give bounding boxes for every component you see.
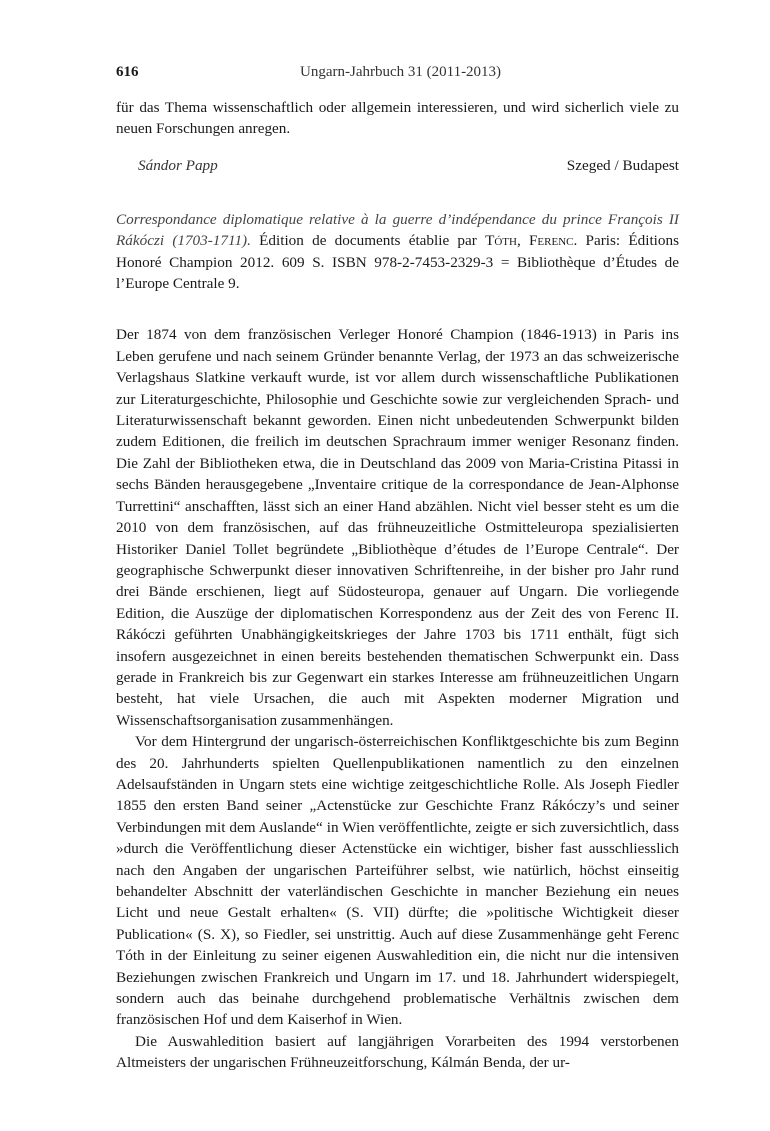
edition-prefix: Édition de documents établie par (250, 232, 486, 250)
review-signature (116, 155, 679, 176)
editor-name: Tóth, Ferenc (485, 232, 574, 250)
reviewer-location: Szeged / Budapest (566, 156, 679, 174)
page (116, 62, 679, 1074)
publication-details: . Paris: Éditions Honoré Champion 2012. 609 S. ISBN 978-2-7453-2329-3 = Bibliothèque d’Études de l’Europe Centrale 9. (116, 232, 679, 293)
reviewer-name: Sándor Papp (138, 156, 218, 174)
body-paragraph-3: Die Auswahledition basiert auf langjährigen Vorarbeiten des 1994 verstorbenen Altmeisters der ungarischen Frühneuzeitforschung, Kálmán Benda, der ur- (116, 1032, 679, 1072)
bibliographic-entry (116, 209, 679, 295)
journal-title: Ungarn-Jahrbuch 31 (2011-2013) (300, 64, 502, 80)
body-paragraph-2: Vor dem Hintergrund der ungarisch-österreichischen Konfliktgeschichte bis zum Beginn des 20. Jahrhunderts spielten Quellenpublikationen namentlich zu den einzelnen Adelsaufständen in Ungarn stets eine wichtige zeitgeschichtliche Rolle. Als Joseph Fiedler 1855 den ersten Band seiner „Actenstücke zur Geschichte Franz Rákóczy’s und seiner Verbindungen mit dem Auslande“ in Wien veröffentlichte, zeigte er sich zuversichtlich, dass »durch die Veröffentlichung dieser Actenstücke ein wichtiger, bisher fast ausschliesslich nach den Angaben der ungarischen Parteiführer selbst, wie natürlich, höchst einseitig behandelter Abschnitt der vaterländischen Geschichte in mancher Beziehung ein neues Licht und neue Gestalt erhalten« (S. VII) dürfte; die »politische Wichtigkeit dieser Publication« (S. X), so Fiedler, sei unstrittig. Auch auf diese Zusammenhänge geht Ferenc Tóth in der Einleitung zu seiner eigenen Auswahledition ein, die nicht nur die intensiven Beziehungen zwischen Frankreich und Ungarn im 17. und 18. Jahrhundert widerspiegelt, sondern auch das beinahe durchgehend problematische Verhältnis zwischen dem französischen Hof und dem Kaiserhof in Wien. (116, 733, 679, 1029)
running-head (116, 62, 679, 82)
body-paragraph-1: Der 1874 von dem französischen Verleger Honoré Champion (1846-1913) in Paris ins Leben gerufene und nach seinem Gründer benannte Verlag, der 1973 an das schweizerische Verlagshaus Slatkine verkauft wurde, ist vor allem durch wissenschaftliche Publikationen zur Literaturgeschichte, Philosophie und Geschichte sowie zur vergleichenden Sprach- und Literaturwissenschaft bekannt geworden. Einen nicht unbedeutenden Schwerpunkt bilden zudem Editionen, die freilich im deutschen Sprachraum immer weniger Resonanz finden. Die Zahl der Bibliotheken etwa, die in Deutschland das 2009 von Maria-Cristina Pitassi in sechs Bänden herausgegebene „Inventaire critique de la correspondance de Jean-Alphonse Turrettini“ anschafften, lässt sich an einer Hand abzählen. Nicht viel besser steht es um die 2010 von dem französischen, auf das frühneuzeitliche Ostmitteleuropa spezialisierten Historiker Daniel Tollet begründete „Bibliothèque d’études de l’Europe Centrale“. Der geographische Schwerpunkt dieser innovativen Schriftenreihe, in der bisher pro Jahr rund drei Bände erschienen, liegt auf Südosteuropa, genauer auf Ungarn. Die vorliegende Edition, die Auszüge der diplomatischen Korrespondenz aus der Zeit des von Ferenc II. Rákóczi geführten Unabhängigkeitskrieges der Jahre 1703 bis 1711 enthält, fügt sich insofern ausgezeichnet in einen bereits bestehenden thematischen Schwerpunkt ein. Dass gerade in Frankreich bis zur Gegenwart ein starkes Interesse am frühneuzeitlichen Ungarn besteht, hat viele Ursachen, die auch mit Aspekten moderner Migration und Wissenschaftsorganisation zusammenhängen. (116, 326, 679, 729)
book-title: Correspondance diplomatique relative à la guerre d’indépendance du prince François II Rákóczi (1703-1711). (116, 210, 679, 250)
page-number: 616 (116, 64, 139, 80)
previous-review-closing: für das Thema wissenschaftlich oder allgemein interessieren, und wird sicherlich viele zu neuen Forschungen anregen. (116, 99, 679, 138)
